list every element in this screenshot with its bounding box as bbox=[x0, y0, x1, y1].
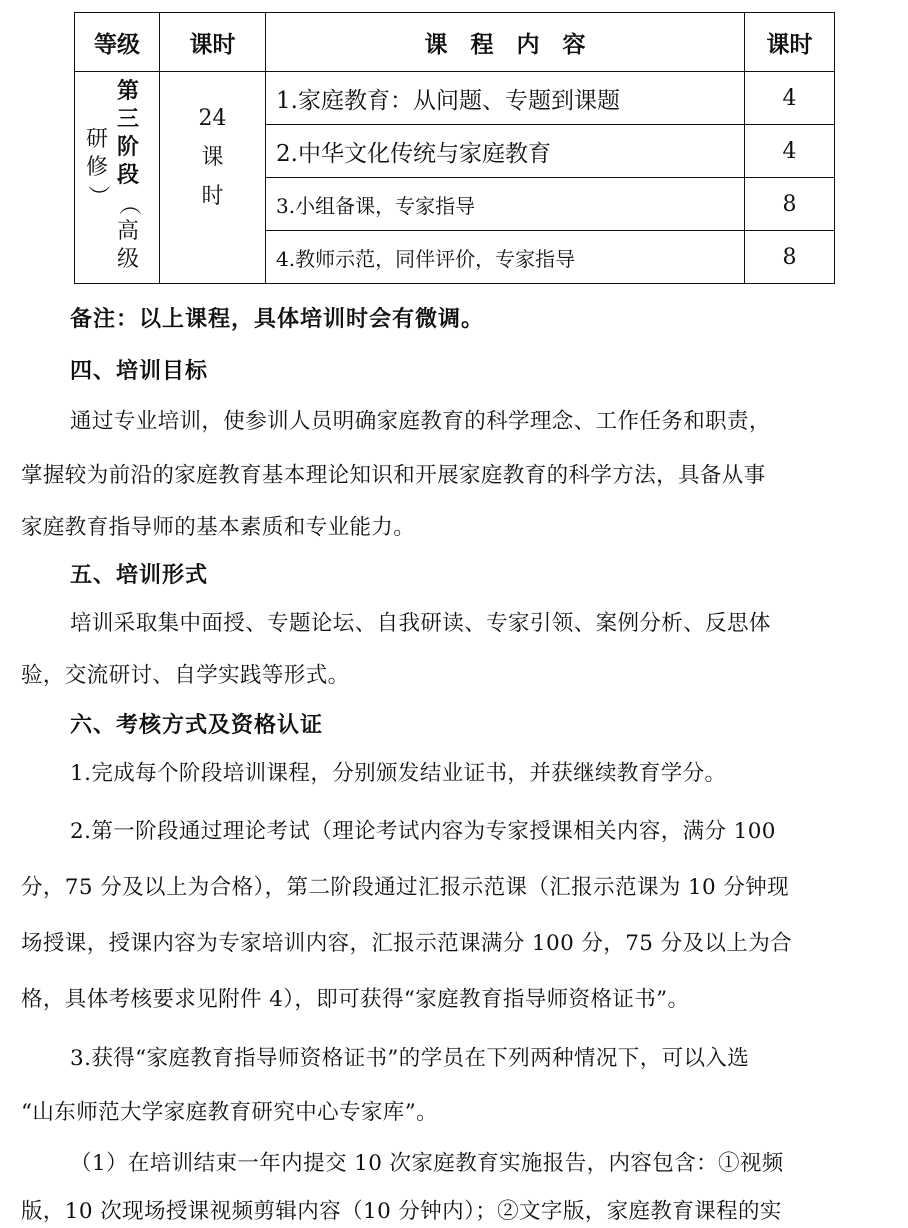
level-side-text bbox=[85, 126, 111, 210]
total-hours-unit: 课 bbox=[201, 145, 224, 170]
section-title-goals: 四、培训目标 bbox=[70, 359, 209, 384]
paragraph-line: 版，10 次现场授课视频剪辑内容（10 分钟内）；②文字版，家庭教育课程的实 bbox=[21, 1199, 782, 1224]
course-content: 4.教师示范，同伴评价，专家指导 bbox=[266, 231, 745, 284]
paragraph-line: 验，交流研讨、自学实践等形式。 bbox=[21, 663, 350, 688]
level-stage-text bbox=[116, 78, 142, 274]
paragraph-line: 3.获得“家庭教育指导师资格证书”的学员在下列两种情况下，可以入选 bbox=[70, 1046, 750, 1071]
header-content: 课 程 内 容 bbox=[266, 13, 745, 72]
paragraph-line: 家庭教育指导师的基本素质和专业能力。 bbox=[21, 515, 416, 540]
level-char: （ bbox=[116, 192, 142, 216]
paragraph-line: 1.完成每个阶段培训课程，分别颁发结业证书，并获继续教育学分。 bbox=[70, 761, 727, 786]
table-header-row bbox=[75, 13, 835, 72]
course-hours: 4 bbox=[745, 72, 835, 125]
paragraph-line: 培训采取集中面授、专题论坛、自我研读、专家引领、案例分析、反思体 bbox=[70, 611, 771, 636]
total-hours-value: 24 bbox=[198, 106, 227, 131]
level-char: 段 bbox=[117, 163, 140, 188]
paragraph-line: 通过专业培训，使参训人员明确家庭教育的科学理念、工作任务和职责， bbox=[70, 409, 771, 434]
course-hours: 8 bbox=[745, 178, 835, 231]
section-title-assessment: 六、考核方式及资格认证 bbox=[70, 713, 324, 738]
total-hours-cell bbox=[160, 72, 266, 284]
total-hours-unit: 时 bbox=[201, 184, 224, 209]
level-char: 阶 bbox=[117, 135, 140, 160]
course-content: 2.中华文化传统与家庭教育 bbox=[266, 125, 745, 178]
course-content: 1.家庭教育：从问题、专题到课题 bbox=[266, 72, 745, 125]
paragraph-line: 格，具体考核要求见附件 4），即可获得“家庭教育指导师资格证书”。 bbox=[21, 987, 690, 1012]
table-note: 备注：以上课程，具体培训时会有微调。 bbox=[70, 307, 485, 332]
course-hours: 4 bbox=[745, 125, 835, 178]
header-count: 课时 bbox=[745, 13, 835, 72]
header-level: 等级 bbox=[75, 13, 160, 72]
paragraph-line: 分，75 分及以上为合格），第二阶段通过汇报示范课（汇报示范课为 10 分钟现 bbox=[21, 875, 790, 900]
paragraph-line: （1）在培训结束一年内提交 10 次家庭教育实施报告，内容包含：①视频 bbox=[70, 1151, 784, 1176]
paragraph-line: 场授课，授课内容为专家培训内容，汇报示范课满分 100 分，75 分及以上为合 bbox=[21, 931, 793, 956]
level-char: 研 bbox=[86, 127, 109, 152]
section-title-format: 五、培训形式 bbox=[70, 563, 209, 588]
table-row bbox=[75, 72, 835, 125]
level-char: 三 bbox=[117, 107, 140, 132]
level-char: 修 bbox=[86, 155, 109, 180]
level-char: 第 bbox=[117, 79, 140, 104]
paragraph-line: 掌握较为前沿的家庭教育基本理论知识和开展家庭教育的科学方法，具备从事 bbox=[21, 463, 766, 488]
paragraph-line: 2.第一阶段通过理论考试（理论考试内容为专家授课相关内容，满分 100 bbox=[70, 819, 776, 844]
level-char: 高 bbox=[117, 219, 140, 244]
level-char: ） bbox=[85, 184, 111, 208]
level-cell bbox=[75, 72, 160, 284]
course-table bbox=[74, 12, 835, 284]
course-content: 3.小组备课，专家指导 bbox=[266, 178, 745, 231]
course-hours: 8 bbox=[745, 231, 835, 284]
level-char: 级 bbox=[117, 247, 140, 272]
header-hours: 课时 bbox=[160, 13, 266, 72]
paragraph-line: “山东师范大学家庭教育研究中心专家库”。 bbox=[21, 1100, 438, 1125]
